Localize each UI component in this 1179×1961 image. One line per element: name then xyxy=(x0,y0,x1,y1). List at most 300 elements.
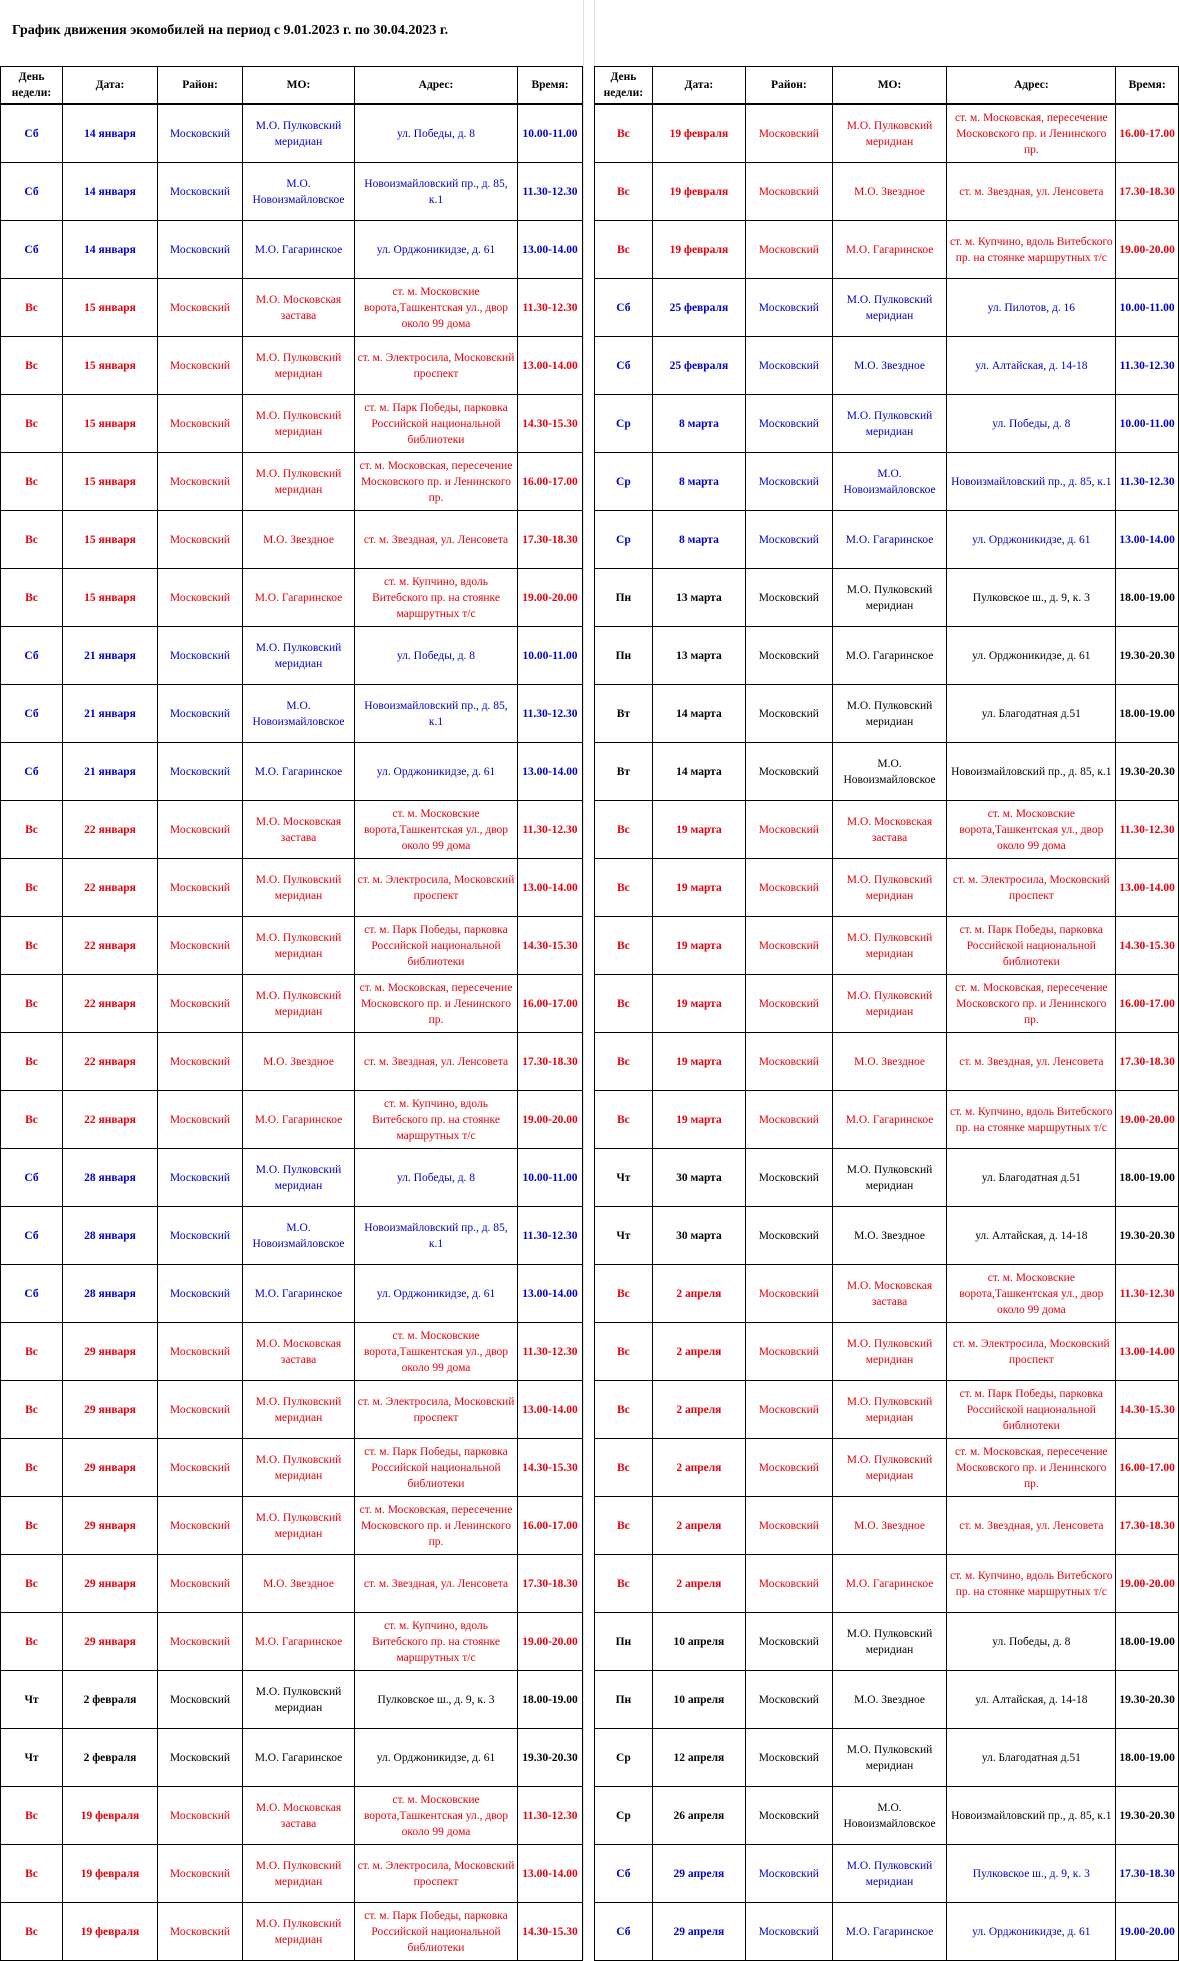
cell-mo: М.О. Звездное xyxy=(243,511,355,569)
table-row xyxy=(1,163,583,221)
table-row xyxy=(1,221,583,279)
cell-district: Московский xyxy=(158,1903,243,1961)
cell-address: ст. м. Купчино, вдоль Витебского пр. на стоянке маршрутных т/с xyxy=(947,1555,1116,1613)
cell-date: 8 марта xyxy=(652,511,745,569)
cell-date: 2 апреля xyxy=(652,1439,745,1497)
cell-date: 2 февраля xyxy=(63,1729,158,1787)
cell-date: 14 января xyxy=(63,163,158,221)
cell-day: Вт xyxy=(595,743,653,801)
cell-mo: М.О. Новоизмайловское xyxy=(243,1207,355,1265)
cell-district: Московский xyxy=(158,104,243,163)
cell-address: ул. Победы, д. 8 xyxy=(947,395,1116,453)
cell-day: Чт xyxy=(595,1149,653,1207)
cell-mo: М.О. Новоизмайловское xyxy=(832,453,947,511)
cell-date: 26 апреля xyxy=(652,1787,745,1845)
cell-date: 8 марта xyxy=(652,453,745,511)
table-row xyxy=(595,801,1179,859)
cell-mo: М.О. Пулковский меридиан xyxy=(832,279,947,337)
cell-address: ст. м. Парк Победы, парковка Российской национальной библиотеки xyxy=(947,1381,1116,1439)
cell-date: 29 января xyxy=(63,1555,158,1613)
cell-date: 2 февраля xyxy=(63,1671,158,1729)
cell-day: Ср xyxy=(595,453,653,511)
cell-address: ст. м. Купчино, вдоль Витебского пр. на стоянке маршрутных т/с xyxy=(355,1091,518,1149)
table-row xyxy=(1,1265,583,1323)
cell-mo: М.О. Пулковский меридиан xyxy=(243,1903,355,1961)
cell-day: Сб xyxy=(1,1265,63,1323)
cell-time: 13.00-14.00 xyxy=(518,221,583,279)
cell-date: 14 марта xyxy=(652,685,745,743)
table-row xyxy=(1,511,583,569)
cell-mo: М.О. Новоизмайловское xyxy=(832,1787,947,1845)
cell-mo: М.О. Пулковский меридиан xyxy=(832,1729,947,1787)
cell-time: 14.30-15.30 xyxy=(518,395,583,453)
cell-address: ст. м. Московские ворота,Ташкентская ул., двор около 99 дома xyxy=(355,1323,518,1381)
cell-time: 19.00-20.00 xyxy=(518,1613,583,1671)
table-row xyxy=(1,1149,583,1207)
cell-district: Московский xyxy=(158,511,243,569)
cell-address: ст. м. Звездная, ул. Ленсовета xyxy=(355,1555,518,1613)
cell-time: 19.30-20.30 xyxy=(1116,627,1179,685)
cell-time: 19.00-20.00 xyxy=(518,1091,583,1149)
cell-district: Московский xyxy=(158,975,243,1033)
cell-time: 10.00-11.00 xyxy=(518,104,583,163)
cell-mo: М.О. Пулковский меридиан xyxy=(243,1671,355,1729)
col-header-district: Район: xyxy=(746,67,833,105)
cell-district: Московский xyxy=(746,221,833,279)
cell-address: Новоизмайловский пр., д. 85, к.1 xyxy=(947,1787,1116,1845)
cell-mo: М.О. Пулковский меридиан xyxy=(243,1845,355,1903)
cell-day: Вс xyxy=(1,1787,63,1845)
cell-day: Вс xyxy=(1,1497,63,1555)
cell-day: Вс xyxy=(1,1439,63,1497)
cell-mo: М.О. Пулковский меридиан xyxy=(832,1845,947,1903)
cell-address: ул. Пилотов, д. 16 xyxy=(947,279,1116,337)
cell-district: Московский xyxy=(746,337,833,395)
table-row xyxy=(1,1729,583,1787)
cell-district: Московский xyxy=(158,627,243,685)
cell-date: 22 января xyxy=(63,917,158,975)
table-row xyxy=(1,1207,583,1265)
cell-district: Московский xyxy=(158,1497,243,1555)
cell-time: 16.00-17.00 xyxy=(518,1497,583,1555)
cell-day: Вс xyxy=(1,1323,63,1381)
cell-district: Московский xyxy=(158,743,243,801)
col-header-date: Дата: xyxy=(652,67,745,105)
cell-district: Московский xyxy=(158,1033,243,1091)
cell-date: 15 января xyxy=(63,511,158,569)
cell-date: 29 января xyxy=(63,1613,158,1671)
cell-address: ст. м. Электросила, Московский проспект xyxy=(355,859,518,917)
table-row xyxy=(595,743,1179,801)
table-row xyxy=(595,395,1179,453)
cell-time: 17.30-18.30 xyxy=(1116,1033,1179,1091)
cell-day: Вс xyxy=(1,1555,63,1613)
cell-date: 2 апреля xyxy=(652,1555,745,1613)
cell-day: Сб xyxy=(1,743,63,801)
table-row xyxy=(595,279,1179,337)
cell-day: Вс xyxy=(1,569,63,627)
cell-day: Вс xyxy=(595,1555,653,1613)
cell-time: 18.00-19.00 xyxy=(1116,569,1179,627)
cell-district: Московский xyxy=(746,163,833,221)
cell-day: Ср xyxy=(595,1787,653,1845)
cell-day: Чт xyxy=(1,1671,63,1729)
cell-time: 10.00-11.00 xyxy=(1116,395,1179,453)
cell-address: ул. Орджоникидзе, д. 61 xyxy=(355,221,518,279)
cell-address: ул. Победы, д. 8 xyxy=(355,104,518,163)
cell-time: 13.00-14.00 xyxy=(518,1265,583,1323)
cell-district: Московский xyxy=(746,279,833,337)
cell-address: Новоизмайловский пр., д. 85, к.1 xyxy=(947,453,1116,511)
cell-date: 19 марта xyxy=(652,975,745,1033)
cell-day: Вс xyxy=(595,1265,653,1323)
table-row xyxy=(595,1671,1179,1729)
cell-date: 14 января xyxy=(63,104,158,163)
cell-date: 28 января xyxy=(63,1207,158,1265)
cell-day: Вс xyxy=(1,859,63,917)
cell-mo: М.О. Пулковский меридиан xyxy=(832,685,947,743)
cell-address: Пулковское ш., д. 9, к. 3 xyxy=(947,1845,1116,1903)
cell-address: ул. Орджоникидзе, д. 61 xyxy=(355,1729,518,1787)
cell-mo: М.О. Пулковский меридиан xyxy=(243,627,355,685)
cell-mo: М.О. Пулковский меридиан xyxy=(832,975,947,1033)
cell-district: Московский xyxy=(746,569,833,627)
cell-time: 17.30-18.30 xyxy=(1116,1845,1179,1903)
cell-district: Московский xyxy=(746,1207,833,1265)
cell-time: 14.30-15.30 xyxy=(518,917,583,975)
cell-day: Сб xyxy=(595,279,653,337)
cell-day: Сб xyxy=(1,1207,63,1265)
cell-mo: М.О. Пулковский меридиан xyxy=(832,1613,947,1671)
cell-date: 10 апреля xyxy=(652,1671,745,1729)
cell-date: 19 марта xyxy=(652,801,745,859)
cell-address: ст. м. Звездная, ул. Ленсовета xyxy=(947,163,1116,221)
table-row xyxy=(1,801,583,859)
cell-time: 17.30-18.30 xyxy=(518,1555,583,1613)
table-row xyxy=(595,1497,1179,1555)
cell-mo: М.О. Гагаринское xyxy=(832,221,947,279)
cell-address: ст. м. Звездная, ул. Ленсовета xyxy=(355,1033,518,1091)
cell-mo: М.О. Московская застава xyxy=(832,801,947,859)
cell-day: Сб xyxy=(595,1845,653,1903)
cell-date: 19 марта xyxy=(652,917,745,975)
cell-address: ст. м. Купчино, вдоль Витебского пр. на стоянке маршрутных т/с xyxy=(947,221,1116,279)
table-row xyxy=(1,743,583,801)
cell-mo: М.О. Пулковский меридиан xyxy=(243,453,355,511)
cell-date: 25 февраля xyxy=(652,337,745,395)
cell-time: 16.00-17.00 xyxy=(518,453,583,511)
col-header-district: Район: xyxy=(158,67,243,105)
cell-date: 10 апреля xyxy=(652,1613,745,1671)
cell-day: Сб xyxy=(1,163,63,221)
cell-address: Пулковское ш., д. 9, к. 3 xyxy=(355,1671,518,1729)
cell-mo: М.О. Новоизмайловское xyxy=(832,743,947,801)
cell-date: 22 января xyxy=(63,1091,158,1149)
cell-time: 19.30-20.30 xyxy=(518,1729,583,1787)
cell-address: ст. м. Московские ворота,Ташкентская ул., двор около 99 дома xyxy=(355,279,518,337)
table-row xyxy=(1,104,583,163)
cell-district: Московский xyxy=(746,917,833,975)
cell-time: 11.30-12.30 xyxy=(518,1323,583,1381)
cell-district: Московский xyxy=(746,1903,833,1961)
cell-mo: М.О. Московская застава xyxy=(243,1323,355,1381)
page-title: График движения экомобилей на период с 9.01.2023 г. по 30.04.2023 г. xyxy=(12,23,449,38)
cell-address: ул. Орджоникидзе, д. 61 xyxy=(947,511,1116,569)
table-row xyxy=(595,1091,1179,1149)
cell-mo: М.О. Пулковский меридиан xyxy=(243,975,355,1033)
cell-address: ст. м. Купчино, вдоль Витебского пр. на стоянке маршрутных т/с xyxy=(355,1613,518,1671)
cell-mo: М.О. Гагаринское xyxy=(243,221,355,279)
table-row xyxy=(595,1033,1179,1091)
cell-day: Чт xyxy=(595,1207,653,1265)
cell-address: ст. м. Парк Победы, парковка Российской национальной библиотеки xyxy=(355,1903,518,1961)
cell-address: ст. м. Электросила, Московский проспект xyxy=(355,1845,518,1903)
table-row xyxy=(595,453,1179,511)
cell-address: ул. Орджоникидзе, д. 61 xyxy=(947,627,1116,685)
cell-date: 28 января xyxy=(63,1149,158,1207)
cell-date: 2 апреля xyxy=(652,1497,745,1555)
table-row xyxy=(1,1033,583,1091)
table-row xyxy=(1,859,583,917)
cell-district: Московский xyxy=(746,1613,833,1671)
cell-district: Московский xyxy=(158,917,243,975)
cell-mo: М.О. Пулковский меридиан xyxy=(243,859,355,917)
cell-day: Вс xyxy=(595,1323,653,1381)
header-row xyxy=(1,67,583,105)
cell-date: 29 января xyxy=(63,1381,158,1439)
cell-date: 29 января xyxy=(63,1323,158,1381)
cell-address: Новоизмайловский пр., д. 85, к.1 xyxy=(355,1207,518,1265)
cell-mo: М.О. Пулковский меридиан xyxy=(243,1149,355,1207)
cell-date: 19 марта xyxy=(652,859,745,917)
cell-district: Московский xyxy=(158,1555,243,1613)
cell-address: ст. м. Московская, пересечение Московского пр. и Ленинского пр. xyxy=(947,104,1116,163)
cell-date: 2 апреля xyxy=(652,1323,745,1381)
cell-district: Московский xyxy=(158,221,243,279)
cell-mo: М.О. Пулковский меридиан xyxy=(243,395,355,453)
cell-day: Сб xyxy=(1,221,63,279)
cell-mo: М.О. Звездное xyxy=(832,1207,947,1265)
table-row xyxy=(595,1555,1179,1613)
cell-mo: М.О. Пулковский меридиан xyxy=(832,1149,947,1207)
col-header-address: Адрес: xyxy=(947,67,1116,105)
cell-district: Московский xyxy=(158,1671,243,1729)
cell-date: 28 января xyxy=(63,1265,158,1323)
cell-time: 18.00-19.00 xyxy=(518,1671,583,1729)
table-row xyxy=(595,685,1179,743)
cell-date: 29 апреля xyxy=(652,1845,745,1903)
cell-time: 11.30-12.30 xyxy=(1116,801,1179,859)
cell-district: Московский xyxy=(746,859,833,917)
cell-address: ул. Победы, д. 8 xyxy=(355,1149,518,1207)
cell-date: 25 февраля xyxy=(652,279,745,337)
cell-date: 29 января xyxy=(63,1439,158,1497)
cell-district: Московский xyxy=(746,1149,833,1207)
cell-date: 15 января xyxy=(63,337,158,395)
cell-district: Московский xyxy=(158,859,243,917)
cell-address: ст. м. Московская, пересечение Московского пр. и Ленинского пр. xyxy=(947,1439,1116,1497)
cell-address: ст. м. Купчино, вдоль Витебского пр. на стоянке маршрутных т/с xyxy=(947,1091,1116,1149)
cell-address: ст. м. Парк Победы, парковка Российской национальной библиотеки xyxy=(355,395,518,453)
cell-day: Сб xyxy=(1,685,63,743)
cell-date: 19 марта xyxy=(652,1091,745,1149)
table-row xyxy=(1,1555,583,1613)
cell-address: Новоизмайловский пр., д. 85, к.1 xyxy=(947,743,1116,801)
table-row xyxy=(595,569,1179,627)
table-row xyxy=(595,1207,1179,1265)
cell-day: Вс xyxy=(595,163,653,221)
table-row xyxy=(595,1439,1179,1497)
cell-address: ст. м. Московские ворота,Ташкентская ул., двор около 99 дома xyxy=(355,1787,518,1845)
cell-date: 21 января xyxy=(63,743,158,801)
cell-mo: М.О. Пулковский меридиан xyxy=(243,1497,355,1555)
table-row xyxy=(1,1787,583,1845)
cell-address: ст. м. Парк Победы, парковка Российской национальной библиотеки xyxy=(355,917,518,975)
cell-address: ул. Победы, д. 8 xyxy=(355,627,518,685)
cell-mo: М.О. Пулковский меридиан xyxy=(243,337,355,395)
cell-date: 14 января xyxy=(63,221,158,279)
cell-day: Вс xyxy=(1,453,63,511)
cell-date: 19 февраля xyxy=(652,104,745,163)
cell-district: Московский xyxy=(158,1845,243,1903)
cell-address: ул. Благодатная д.51 xyxy=(947,1729,1116,1787)
cell-day: Вс xyxy=(1,917,63,975)
cell-date: 30 марта xyxy=(652,1207,745,1265)
col-header-address: Адрес: xyxy=(355,67,518,105)
cell-district: Московский xyxy=(746,104,833,163)
cell-date: 19 февраля xyxy=(652,163,745,221)
cell-address: ул. Орджоникидзе, д. 61 xyxy=(947,1903,1116,1961)
cell-address: ул. Орджоникидзе, д. 61 xyxy=(355,743,518,801)
cell-district: Московский xyxy=(746,1555,833,1613)
cell-day: Вс xyxy=(595,801,653,859)
cell-time: 11.30-12.30 xyxy=(518,685,583,743)
cell-address: ст. м. Московские ворота,Ташкентская ул., двор около 99 дома xyxy=(947,801,1116,859)
cell-address: ст. м. Звездная, ул. Ленсовета xyxy=(355,511,518,569)
cell-date: 29 января xyxy=(63,1497,158,1555)
cell-time: 13.00-14.00 xyxy=(1116,511,1179,569)
table-row xyxy=(595,221,1179,279)
cell-time: 17.30-18.30 xyxy=(518,511,583,569)
cell-time: 11.30-12.30 xyxy=(518,1787,583,1845)
cell-day: Пн xyxy=(595,1671,653,1729)
table-row xyxy=(1,627,583,685)
cell-district: Московский xyxy=(746,1845,833,1903)
cell-day: Сб xyxy=(595,337,653,395)
table-row xyxy=(595,1323,1179,1381)
cell-mo: М.О. Пулковский меридиан xyxy=(243,1381,355,1439)
col-header-day: День недели: xyxy=(1,67,63,105)
cell-day: Вс xyxy=(1,1033,63,1091)
cell-mo: М.О. Гагаринское xyxy=(832,1091,947,1149)
cell-mo: М.О. Звездное xyxy=(832,1497,947,1555)
cell-address: ст. м. Парк Победы, парковка Российской национальной библиотеки xyxy=(947,917,1116,975)
cell-date: 15 января xyxy=(63,453,158,511)
cell-address: ст. м. Купчино, вдоль Витебского пр. на стоянке маршрутных т/с xyxy=(355,569,518,627)
cell-time: 16.00-17.00 xyxy=(1116,975,1179,1033)
cell-day: Пн xyxy=(595,569,653,627)
cell-district: Московский xyxy=(746,1381,833,1439)
cell-mo: М.О. Пулковский меридиан xyxy=(832,1381,947,1439)
cell-day: Вс xyxy=(595,859,653,917)
cell-mo: М.О. Гагаринское xyxy=(832,1555,947,1613)
cell-district: Московский xyxy=(746,627,833,685)
cell-day: Пн xyxy=(595,1613,653,1671)
cell-date: 13 марта xyxy=(652,569,745,627)
cell-day: Пн xyxy=(595,627,653,685)
cell-address: ул. Благодатная д.51 xyxy=(947,1149,1116,1207)
cell-date: 22 января xyxy=(63,859,158,917)
cell-mo: М.О. Пулковский меридиан xyxy=(243,104,355,163)
cell-district: Московский xyxy=(158,1149,243,1207)
cell-address: ст. м. Московская, пересечение Московского пр. и Ленинского пр. xyxy=(947,975,1116,1033)
cell-time: 18.00-19.00 xyxy=(1116,1149,1179,1207)
cell-address: ст. м. Электросила, Московский проспект xyxy=(355,1381,518,1439)
cell-date: 19 февраля xyxy=(63,1903,158,1961)
header-row xyxy=(595,67,1179,105)
cell-address: ул. Победы, д. 8 xyxy=(947,1613,1116,1671)
cell-time: 19.00-20.00 xyxy=(1116,1091,1179,1149)
cell-time: 19.00-20.00 xyxy=(1116,1903,1179,1961)
cell-day: Вс xyxy=(595,975,653,1033)
cell-time: 17.30-18.30 xyxy=(1116,1497,1179,1555)
cell-time: 16.00-17.00 xyxy=(518,975,583,1033)
cell-address: ст. м. Звездная, ул. Ленсовета xyxy=(947,1497,1116,1555)
table-row xyxy=(1,975,583,1033)
cell-time: 17.30-18.30 xyxy=(518,1033,583,1091)
cell-time: 10.00-11.00 xyxy=(518,627,583,685)
cell-day: Вс xyxy=(595,1381,653,1439)
cell-time: 13.00-14.00 xyxy=(1116,1323,1179,1381)
cell-time: 13.00-14.00 xyxy=(518,1845,583,1903)
cell-date: 12 апреля xyxy=(652,1729,745,1787)
cell-mo: М.О. Звездное xyxy=(832,1671,947,1729)
cell-time: 11.30-12.30 xyxy=(1116,1265,1179,1323)
cell-time: 11.30-12.30 xyxy=(518,1207,583,1265)
cell-day: Вс xyxy=(595,917,653,975)
cell-address: ул. Алтайская, д. 14-18 xyxy=(947,1207,1116,1265)
cell-district: Московский xyxy=(746,743,833,801)
cell-date: 14 марта xyxy=(652,743,745,801)
cell-day: Вт xyxy=(595,685,653,743)
table-row xyxy=(1,917,583,975)
schedule-table-right xyxy=(594,66,1179,1961)
cell-date: 19 февраля xyxy=(652,221,745,279)
cell-mo: М.О. Гагаринское xyxy=(243,1613,355,1671)
cell-district: Московский xyxy=(746,801,833,859)
cell-address: ул. Алтайская, д. 14-18 xyxy=(947,337,1116,395)
table-row xyxy=(595,1149,1179,1207)
schedule-table-left xyxy=(0,66,583,1961)
table-row xyxy=(1,337,583,395)
table-row xyxy=(1,1439,583,1497)
table-row xyxy=(1,453,583,511)
cell-day: Вс xyxy=(1,1903,63,1961)
cell-day: Вс xyxy=(1,1613,63,1671)
table-row xyxy=(595,337,1179,395)
cell-mo: М.О. Пулковский меридиан xyxy=(243,917,355,975)
cell-day: Вс xyxy=(1,395,63,453)
table-row xyxy=(595,1265,1179,1323)
cell-district: Московский xyxy=(158,395,243,453)
cell-day: Вс xyxy=(1,1381,63,1439)
cell-date: 21 января xyxy=(63,685,158,743)
cell-mo: М.О. Пулковский меридиан xyxy=(832,569,947,627)
cell-district: Московский xyxy=(746,1671,833,1729)
cell-time: 18.00-19.00 xyxy=(1116,1613,1179,1671)
cell-day: Вс xyxy=(1,337,63,395)
cell-district: Московский xyxy=(746,1033,833,1091)
